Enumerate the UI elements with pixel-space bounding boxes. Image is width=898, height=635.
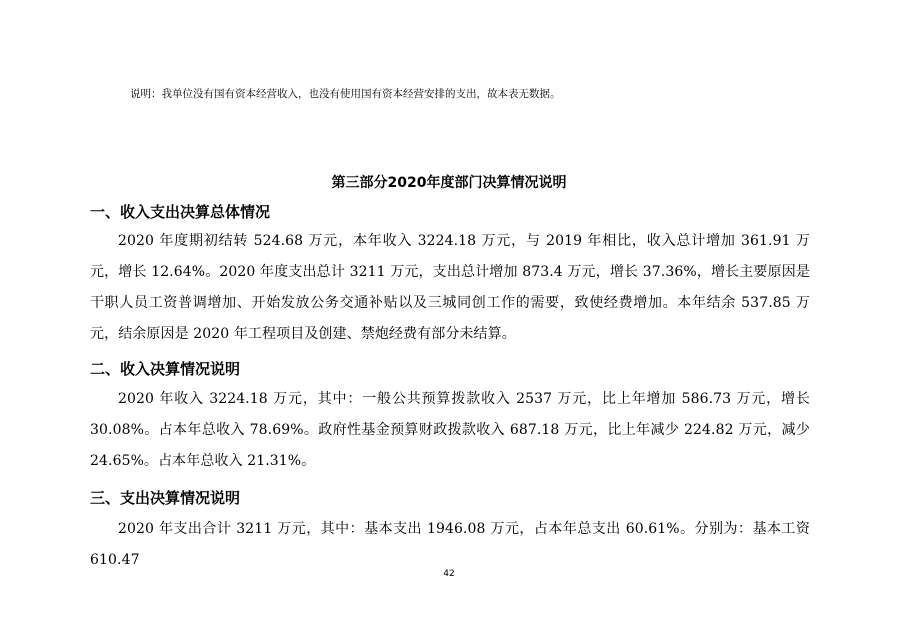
section-paragraph-overview: 2020 年度期初结转 524.68 万元，本年收入 3224.18 万元，与 2019 年相比，收入总计增加 361.91 万元，增长 12.64%。2020 年度支出总计 3211 万元，支出总计增加 873.4 万元，增长 37.36%，增长主要原因是干职人员工资普调增加、开始发放公务交通补贴以及三城同创工作的需要，致使经费增加。本年结余 537.85 万元，结余原因是 2020 年工程项目及创建、禁炮经费有部分未结算。 — [90, 233, 810, 342]
page-number: 42 — [443, 569, 455, 579]
note-text: 说明：我单位没有国有资本经营收入，也没有使用国有资本经营安排的支出，故本表无数据。 — [130, 88, 561, 100]
section-paragraph-income: 2020 年收入 3224.18 万元，其中：一般公共预算拨款收入 2537 万元，比上年增加 586.73 万元，增长 30.08%。占本年总收入 78.69%。政府性基金预算财政拨款收入 687.18 万元，比上年减少 224.82 万元，减少 24.65%。占本年总收入 21.31%。 — [90, 391, 810, 469]
part-title: 第三部分2020年度部门决算情况说明 — [331, 175, 567, 191]
section-heading-income: 二、收入决算情况说明 — [90, 360, 241, 378]
section-heading-overview: 一、收入支出决算总体情况 — [90, 203, 271, 221]
section-heading-expenditure: 三、支出决算情况说明 — [90, 489, 241, 507]
section-paragraph-expenditure: 2020 年支出合计 3211 万元，其中：基本支出 1946.08 万元，占本年总支出 60.61%。分别为：基本工资 610.47 — [90, 521, 810, 568]
